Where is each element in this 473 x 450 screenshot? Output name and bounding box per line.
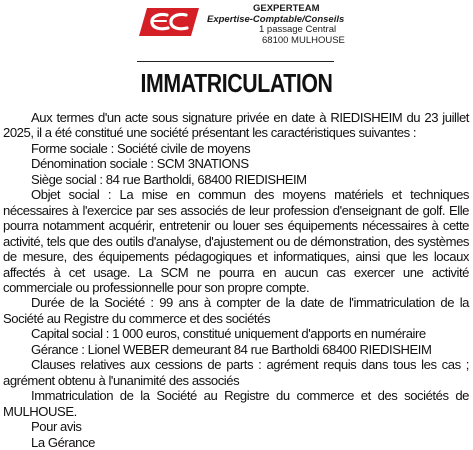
divider: [137, 61, 334, 62]
immatriculation-rcs: Immatriculation de la Société au Registre du commerce et des sociétés de MULHOUSE.: [3, 388, 469, 419]
notice-title: IMMATRICULATION: [140, 68, 333, 98]
company-block: [207, 4, 357, 46]
forme-sociale: Forme sociale : Société civile de moyens: [31, 140, 251, 156]
siege-social: Siège social : 84 rue Bartholdi, 68400 RIEDISHEIM: [31, 171, 307, 187]
pour-avis: Pour avis: [31, 419, 82, 435]
company-name: GEXPERTEAM: [253, 3, 320, 14]
duree-societe: Durée de la Société : 99 ans à compter de la date de l'immatriculation de la Société au Registre du commerce et des sociétés: [3, 295, 469, 326]
notice-body: [3, 110, 469, 450]
clauses-cessions: Clauses relatives aux cessions de parts : agrément requis dans tous les cas ; agrément obtenu à l'unanimité des associés: [3, 357, 469, 388]
objet-social: Objet social : La mise en commun des moyens matériels et techniques nécessaires à l'exercice par ses associés de leur profession d'enseignant de golf. Elle pourra notamment acquérir, entretenir ou louer ses équipements nécessaires à cette activité, tels que des outils d'analyse, d'ajustement ou de démonstration, des systèmes de mesure, des équipements pédagogiques et informatiques, ainsi que les locaux affectés à cet usage. La SCM ne pourra en aucun cas exercer une activité commerciale ou professionnelle pour son propre compte.: [3, 187, 469, 295]
denomination-sociale: Dénomination sociale : SCM 3NATIONS: [31, 156, 249, 172]
signature-gerance: La Gérance: [31, 434, 95, 450]
company-tagline: Expertise-Comptable/Conseils: [207, 13, 345, 25]
company-logo-icon: [137, 6, 199, 40]
intro-paragraph: Aux termes d'un acte sous signature privée en date à RIEDISHEIM du 23 juillet 2025, il a été constitué une société présentant les caractéristiques suivantes :: [3, 110, 469, 141]
header: [0, 0, 473, 60]
company-address: 1 passage Central: [259, 24, 337, 35]
gerance: Gérance : Lionel WEBER demeurant 84 rue Bartholdi 68400 RIEDISHEIM: [31, 341, 432, 357]
company-city: 68100 MULHOUSE: [262, 34, 345, 46]
capital-social: Capital social : 1 000 euros, constitué uniquement d'apports en numéraire: [31, 326, 426, 342]
